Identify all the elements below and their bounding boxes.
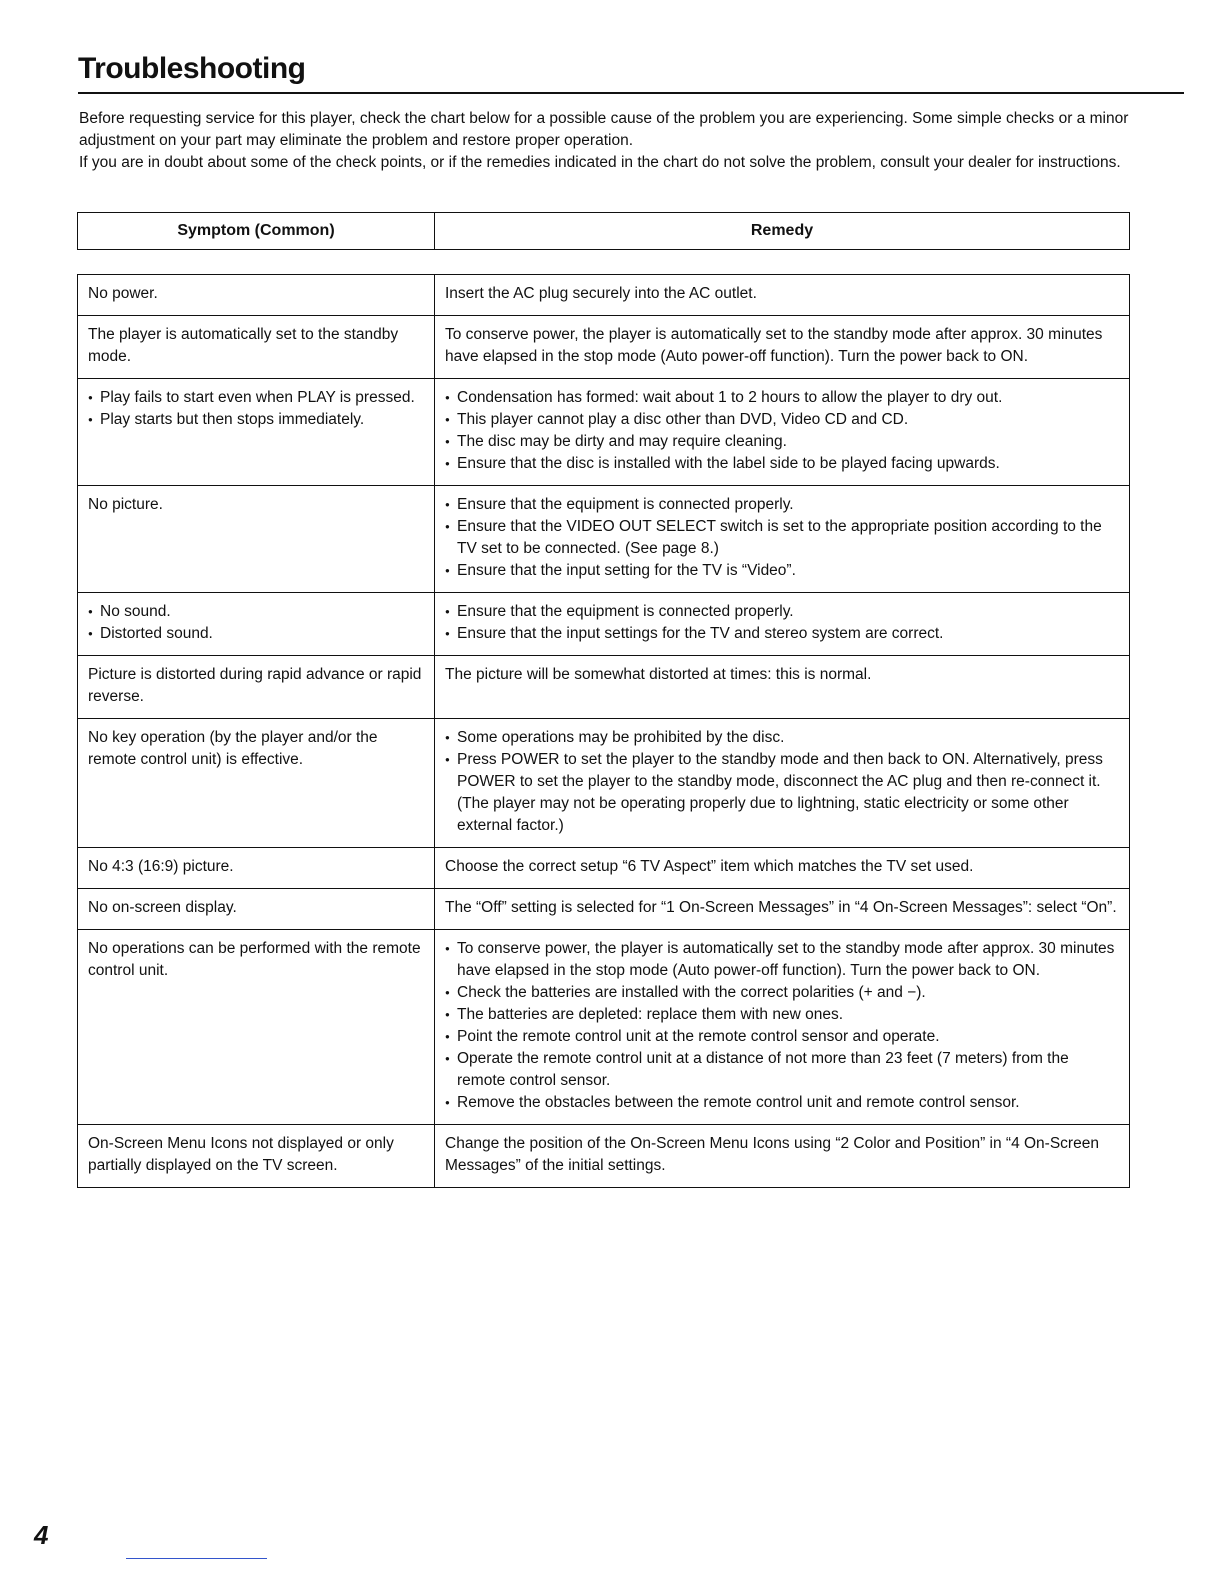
remedy-bullet: ● Point the remote control unit at the remote control sensor and operate. <box>445 1026 1119 1048</box>
symptom-text: The player is automatically set to the standby mode. <box>88 326 399 365</box>
symptom-text: No 4:3 (16:9) picture. <box>88 858 234 875</box>
symptom-text: No operations can be performed with the remote control unit. <box>88 940 421 979</box>
remedy-bullet: ● Ensure that the equipment is connected properly. <box>445 494 1119 516</box>
remedy-bullet: ● Check the batteries are installed with the correct polarities (+ and −). <box>445 982 1119 1004</box>
symptom-text: Picture is distorted during rapid advance or rapid reverse. <box>88 666 422 705</box>
remedy-cell <box>435 1125 1130 1188</box>
remedy-cell <box>435 486 1130 593</box>
remedy-bullet: ● Ensure that the VIDEO OUT SELECT switch is set to the appropriate position according to the TV set to be connected. (See page 8.) <box>445 516 1119 560</box>
symptom-bullet: ● No sound. <box>88 601 424 623</box>
title-underline <box>78 92 1184 94</box>
table-row <box>78 930 1130 1125</box>
remedy-bullet: ● To conserve power, the player is automatically set to the standby mode after approx. 30 minutes have elapsed in the stop mode (Auto power-off function). Turn the power back to ON. <box>445 938 1119 982</box>
remedy-cell <box>435 316 1130 379</box>
remedy-bullet: ● Ensure that the input setting for the TV is “Video”. <box>445 560 1119 582</box>
remedy-text: The “Off” setting is selected for “1 On-Screen Messages” in “4 On-Screen Messages”: select “On”. <box>445 899 1117 916</box>
table-row <box>78 593 1130 656</box>
table-row <box>78 275 1130 316</box>
remedy-cell <box>435 379 1130 486</box>
remedy-bullet: ● Condensation has formed: wait about 1 to 2 hours to allow the player to dry out. <box>445 387 1119 409</box>
remedy-bullet: ● The disc may be dirty and may require cleaning. <box>445 431 1119 453</box>
symptom-cell <box>78 719 435 848</box>
symptom-cell <box>78 930 435 1125</box>
remedy-column-header: Remedy <box>435 213 1130 250</box>
table-row <box>78 656 1130 719</box>
remedy-cell <box>435 719 1130 848</box>
page-number: 4 <box>34 1520 49 1550</box>
remedy-cell <box>435 656 1130 719</box>
symptom-cell <box>78 889 435 930</box>
remedy-text: Change the position of the On-Screen Menu Icons using “2 Color and Position” in “4 On-Screen Messages” of the initial settings. <box>445 1135 1099 1174</box>
intro-paragraph: If you are in doubt about some of the check points, or if the remedies indicated in the chart do not solve the problem, consult your dealer for instructions. <box>79 154 1121 171</box>
table-row <box>78 889 1130 930</box>
remedy-cell <box>435 930 1130 1125</box>
symptom-bullet: ● Play fails to start even when PLAY is pressed. <box>88 387 424 409</box>
symptom-cell <box>78 316 435 379</box>
table-row <box>78 486 1130 593</box>
remedy-cell <box>435 848 1130 889</box>
table-row <box>78 719 1130 848</box>
intro-text <box>79 108 1159 174</box>
symptom-cell <box>78 593 435 656</box>
page-title: Troubleshooting <box>78 52 306 85</box>
symptom-cell <box>78 1125 435 1188</box>
symptom-text: No power. <box>88 285 158 302</box>
symptom-text: No picture. <box>88 496 163 513</box>
symptom-cell <box>78 486 435 593</box>
symptom-text: No on-screen display. <box>88 899 237 916</box>
remedy-cell <box>435 593 1130 656</box>
troubleshooting-table <box>77 274 1130 1188</box>
table-row <box>78 1125 1130 1188</box>
remedy-cell <box>435 889 1130 930</box>
table-row <box>78 316 1130 379</box>
symptom-cell <box>78 656 435 719</box>
remedy-bullet: ● The batteries are depleted: replace them with new ones. <box>445 1004 1119 1026</box>
remedy-text: Insert the AC plug securely into the AC outlet. <box>445 285 757 302</box>
footer-rule <box>126 1558 267 1559</box>
symptom-cell <box>78 275 435 316</box>
remedy-bullet: ● Some operations may be prohibited by the disc. <box>445 727 1119 749</box>
symptom-bullet: ● Distorted sound. <box>88 623 424 645</box>
symptom-text: On-Screen Menu Icons not displayed or only partially displayed on the TV screen. <box>88 1135 394 1174</box>
remedy-text: The picture will be somewhat distorted at times: this is normal. <box>445 666 872 683</box>
table-row <box>78 848 1130 889</box>
symptom-cell <box>78 379 435 486</box>
remedy-bullet: ● Ensure that the disc is installed with the label side to be played facing upwards. <box>445 453 1119 475</box>
symptom-column-header: Symptom (Common) <box>78 213 435 250</box>
remedy-bullet: ● Ensure that the input settings for the TV and stereo system are correct. <box>445 623 1119 645</box>
remedy-bullet: ● Operate the remote control unit at a distance of not more than 23 feet (7 meters) from the remote control sensor. <box>445 1048 1119 1092</box>
remedy-bullet: ● Ensure that the equipment is connected properly. <box>445 601 1119 623</box>
symptom-cell <box>78 848 435 889</box>
remedy-text: Choose the correct setup “6 TV Aspect” item which matches the TV set used. <box>445 858 974 875</box>
intro-paragraph: Before requesting service for this player, check the chart below for a possible cause of the problem you are experiencing. Some simple checks or a minor adjustment on your part may eliminate the problem and restore proper operation. <box>79 110 1129 149</box>
remedy-bullet: ● Press POWER to set the player to the standby mode and then back to ON. Alternatively, press POWER to set the player to the standby mode, disconnect the AC plug and then re-connect it. (The player may not be operating properly due to lightning, static electricity or some other external factor.) <box>445 749 1119 837</box>
symptom-bullet: ● Play starts but then stops immediately. <box>88 409 424 431</box>
remedy-bullet: ● This player cannot play a disc other than DVD, Video CD and CD. <box>445 409 1119 431</box>
symptom-text: No key operation (by the player and/or the remote control unit) is effective. <box>88 729 378 768</box>
table-row <box>78 379 1130 486</box>
remedy-cell <box>435 275 1130 316</box>
table-header <box>77 212 1130 250</box>
remedy-bullet: ● Remove the obstacles between the remote control unit and remote control sensor. <box>445 1092 1119 1114</box>
remedy-text: To conserve power, the player is automatically set to the standby mode after approx. 30 minutes have elapsed in the stop mode (Auto power-off function). Turn the power back to ON. <box>445 326 1103 365</box>
